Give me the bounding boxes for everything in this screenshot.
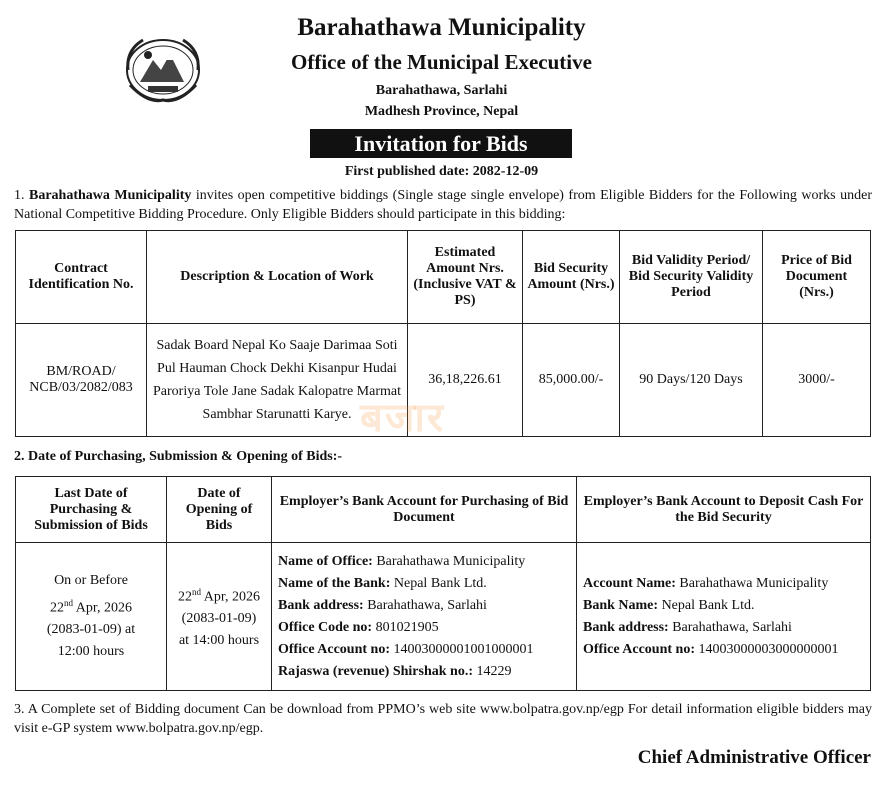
purchase-field: Rajaswa (revenue) Shirshak no.: 14229 xyxy=(278,663,512,679)
invitation-banner: Invitation for Bids xyxy=(310,129,572,158)
location-line: Barahathawa, Sarlahi xyxy=(375,83,508,98)
paragraph-1-number: 1. xyxy=(14,188,25,203)
col-deposit-account-header: Employer’s Bank Account to Deposit Cash For the Bid Security xyxy=(577,477,871,543)
paragraph-1-org: Barahathawa Municipality xyxy=(28,188,192,203)
last-date-cell xyxy=(16,543,167,691)
col-validity-header: Bid Validity Period/ Bid Security Validity Period xyxy=(620,231,763,324)
document-price: 3000/- xyxy=(763,324,871,437)
validity-period: 90 Days/120 Days xyxy=(620,324,763,437)
opening-date-cell xyxy=(167,543,272,691)
opening-line-3: at 14:00 hours xyxy=(178,633,260,649)
deposit-field: Bank Name: Nepal Bank Ltd. xyxy=(583,597,755,613)
signature-title: Chief Administrative Officer xyxy=(637,747,871,768)
purchase-account-cell xyxy=(272,543,577,691)
last-date-line-4: 12:00 hours xyxy=(57,644,125,660)
col-contract-header: Contract Identification No. xyxy=(16,231,147,324)
deposit-field: Account Name: Barahathawa Municipality xyxy=(583,575,829,591)
purchase-field: Bank address: Barahathawa, Sarlahi xyxy=(278,597,487,613)
last-date-line-3: (2083-01-09) at xyxy=(46,622,136,638)
opening-line-1: 22nd Apr, 2026 xyxy=(178,586,260,605)
paragraph-1-text: invites open competitive biddings (Single stage single envelope) from Eligible Bidders for the Following works under National Competitive Bidding Procedure. Only Eligible Bidders should participate in this bidding: xyxy=(14,188,872,222)
contract-id: BM/ROAD/ NCB/03/2082/083 xyxy=(16,324,147,437)
office-title: Office of the Municipal Executive xyxy=(291,50,592,74)
last-date-line-2: 22nd Apr, 2026 xyxy=(50,597,132,616)
opening-line-2: (2083-01-09) xyxy=(181,611,257,627)
table-row xyxy=(16,543,871,691)
paragraph-1 xyxy=(14,186,872,224)
purchase-field: Office Code no: 801021905 xyxy=(278,619,439,635)
col-description-header: Description & Location of Work xyxy=(147,231,408,324)
col-amount-header: Estimated Amount Nrs. (Inclusive VAT & PS) xyxy=(408,231,523,324)
col-opening-header: Date of Opening of Bids xyxy=(167,477,272,543)
purchase-field: Name of Office: Barahathawa Municipality xyxy=(278,553,526,569)
purchase-field: Name of the Bank: Nepal Bank Ltd. xyxy=(278,575,487,591)
col-last-date-header: Last Date of Purchasing & Submission of Bids xyxy=(16,477,167,543)
org-title: Barahathawa Municipality xyxy=(297,14,586,41)
col-price-header: Price of Bid Document (Nrs.) xyxy=(763,231,871,324)
watermark: बजार xyxy=(360,395,446,441)
deposit-account-cell xyxy=(577,543,871,691)
bid-security-amount: 85,000.00/- xyxy=(523,324,620,437)
work-description: Sadak Board Nepal Ko Saaje Darimaa Soti Pul Hauman Chock Dekhi Kisanpur Hudai Paroriya Tole Jane Sadak Kalopatre Marmat Sambhar Starunatti Karye. xyxy=(147,324,408,437)
published-date: First published date: 2082-12-09 xyxy=(344,164,539,179)
estimated-amount: 36,18,226.61 xyxy=(408,324,523,437)
last-date-line-1: On or Before xyxy=(54,572,128,588)
paragraph-3: 3. A Complete set of Bidding document Can be download from PPMO’s web site www.bolpatra.gov.np/egp For detail information eligible bidders may visit e-GP system www.bolpatra.gov.np/egp. xyxy=(14,702,872,736)
section-2-heading: 2. Date of Purchasing, Submission & Opening of Bids:- xyxy=(14,449,343,464)
col-security-header: Bid Security Amount (Nrs.) xyxy=(523,231,620,324)
province-line: Madhesh Province, Nepal xyxy=(364,104,519,119)
deposit-field: Office Account no: 14003000003000000001 xyxy=(583,641,839,657)
purchase-field: Office Account no: 14003000001001000001 xyxy=(278,641,534,657)
dates-table xyxy=(15,476,871,691)
col-purchase-account-header: Employer’s Bank Account for Purchasing of Bid Document xyxy=(272,477,577,543)
deposit-field: Bank address: Barahathawa, Sarlahi xyxy=(583,619,792,635)
